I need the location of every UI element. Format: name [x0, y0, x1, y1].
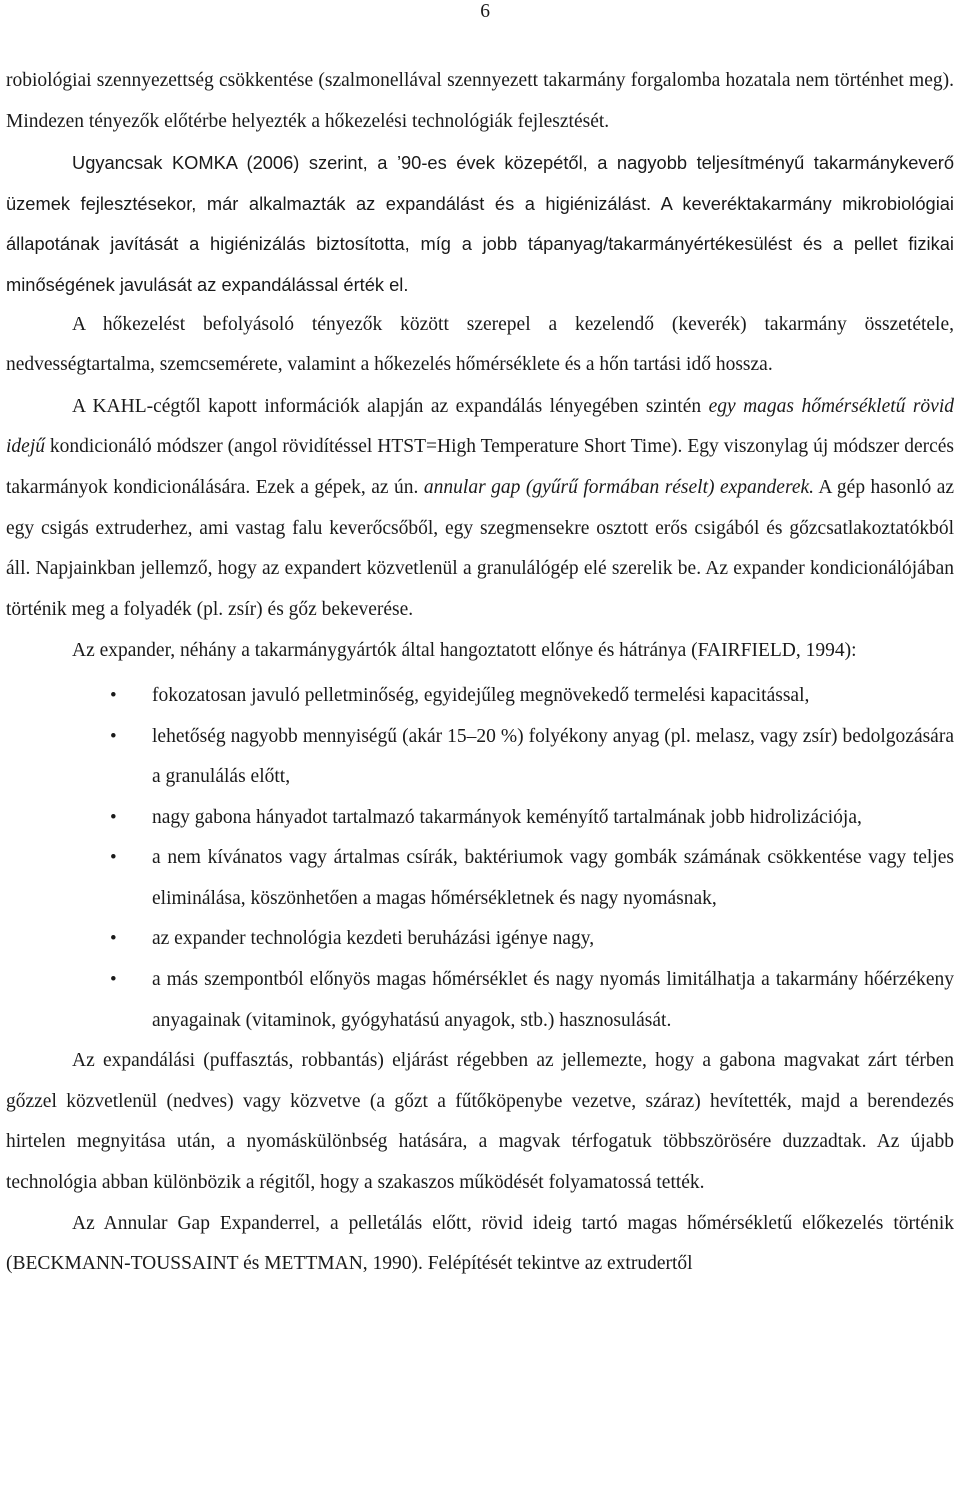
paragraph-kahl-part-b: kondicionáló módszer (angol rövidítéssel HTST=High Temperature Short Time). Egy viszonylag új módszer dercés takarmányok kondicionálására. Ezek a gépek, az ún. [6, 436, 954, 498]
advantages-list [6, 676, 954, 1041]
list-item: • a nem kívánatos vagy ártalmas csírák, baktériumok vagy gombák számának csökkentése vagy teljes eliminálása, köszönhetően a magas hőmérsékletnek és nagy nyomásnak, [6, 838, 954, 919]
bullet-icon: • [110, 847, 117, 869]
paragraph-expandalas: Az expandálási (puffasztás, robbantás) eljárást régebben az jellemezte, hogy a gabona magvakat zárt térben gőzzel közvetlenül (nedves) vagy közvetve (a gőzt a fűtőköpenybe vezetve, száraz) hevítették, majd a berendezés hirtelen megnyitása után, a nyomáskülönbség hatására, a magvak térfogatuk többszörösére duzzadtak. Az újabb technológia abban különbözik a régitől, hogy a szakaszos működését folyamatossá tették. [6, 1050, 954, 1194]
paragraph-kahl-italic-2: annular gap (gyűrű formában réselt) expanderek. [423, 476, 815, 498]
paragraph-annular-gap: Az Annular Gap Expanderrel, a pelletálás előtt, rövid ideig tartó magas hőmérsékletű előkezelés történik (BECKMANN-TOUSSAINT és METTMAN, 1990). Felépítését tekintve az extrudertől [6, 1212, 954, 1275]
bullet-icon: • [110, 928, 117, 950]
paragraph-hokezeles: A hőkezelést befolyásoló tényezők között szerepel a kezelendő (keverék) takarmány összetétele, nedvességtartalma, szemcsemérete, valamint a hőkezelés hőmérséklete és a hőn tartási idő hossza. [6, 313, 954, 376]
list-item: • fokozatosan javuló pelletminőség, egyidejűleg megnövekedő termelési kapacitással, [6, 676, 954, 717]
list-item: • az expander technológia kezdeti beruházási igénye nagy, [6, 919, 954, 960]
body-text [6, 61, 954, 1285]
paragraph-kahl-part-a: A KAHL-cégtől kapott információk alapján az expandálás lényegében szintén [72, 395, 709, 417]
bullet-icon: • [110, 725, 117, 747]
paragraph-kahl [6, 387, 954, 631]
paragraph-continued: robiológiai szennyezettség csökkentése (szalmonellával szennyezett takarmány forgalomba hozatala nem történhet meg). Mindezen tényezők előtérbe helyezték a hőkezelési technológiák fejlesztését. [6, 70, 954, 132]
page-number: 6 [480, 1, 490, 22]
bullet-icon: • [110, 684, 117, 706]
paragraph-kahl-part-c: A gép hasonló az egy csigás extruderhez, ami vastag falu keverőcsőből, egy szegmensekre osztott erős csigából és gőzcsatlakoztatókból áll. Napjainkban jellemző, hogy az expandert közvetlenül a granulálógép elé szerelik be. Az expander kondicionálójában történik meg a folyadék (pl. zsír) és gőz bekeverése. [6, 476, 955, 620]
list-intro: Az expander, néhány a takarmánygyártók által hangoztatott előnye és hátránya (FAIRFIELD, 1994): [72, 640, 857, 662]
bullet-icon: • [110, 969, 117, 991]
list-item: • nagy gabona hányadot tartalmazó takarmányok keményítő tartalmának jobb hidrolizációja, [6, 798, 954, 839]
list-item: • a más szempontból előnyös magas hőmérséklet és nagy nyomás limitálhatja a takarmány hőérzékeny anyagainak (vitaminok, gyógyhatású anyagok, stb.) hasznosulását. [6, 960, 954, 1041]
paragraph-komka: Ugyancsak KOMKA (2006) szerint, a ’90-es évek közepétől, a nagyobb teljesítményű takarmánykeverő üzemek fejlesztésekor, már alkalmazták az expandálást és a higiénizálást. A keveréktakarmány mikrobiológiai állapotának javítását a higiénizálás biztosította, míg a jobb tápanyag/takarmányértékesülést és a pellet fizikai minőségének javulását az expandálással érték el. [6, 152, 954, 295]
paragraph-kahl-italic-1: egy magas hőmérsékletű rövid idejű [6, 395, 955, 458]
bullet-icon: • [110, 806, 117, 828]
list-item: • lehetőség nagyobb mennyiségű (akár 15–20 %) folyékony anyag (pl. melasz, vagy zsír) bedolgozására a granulálás előtt, [6, 717, 954, 798]
